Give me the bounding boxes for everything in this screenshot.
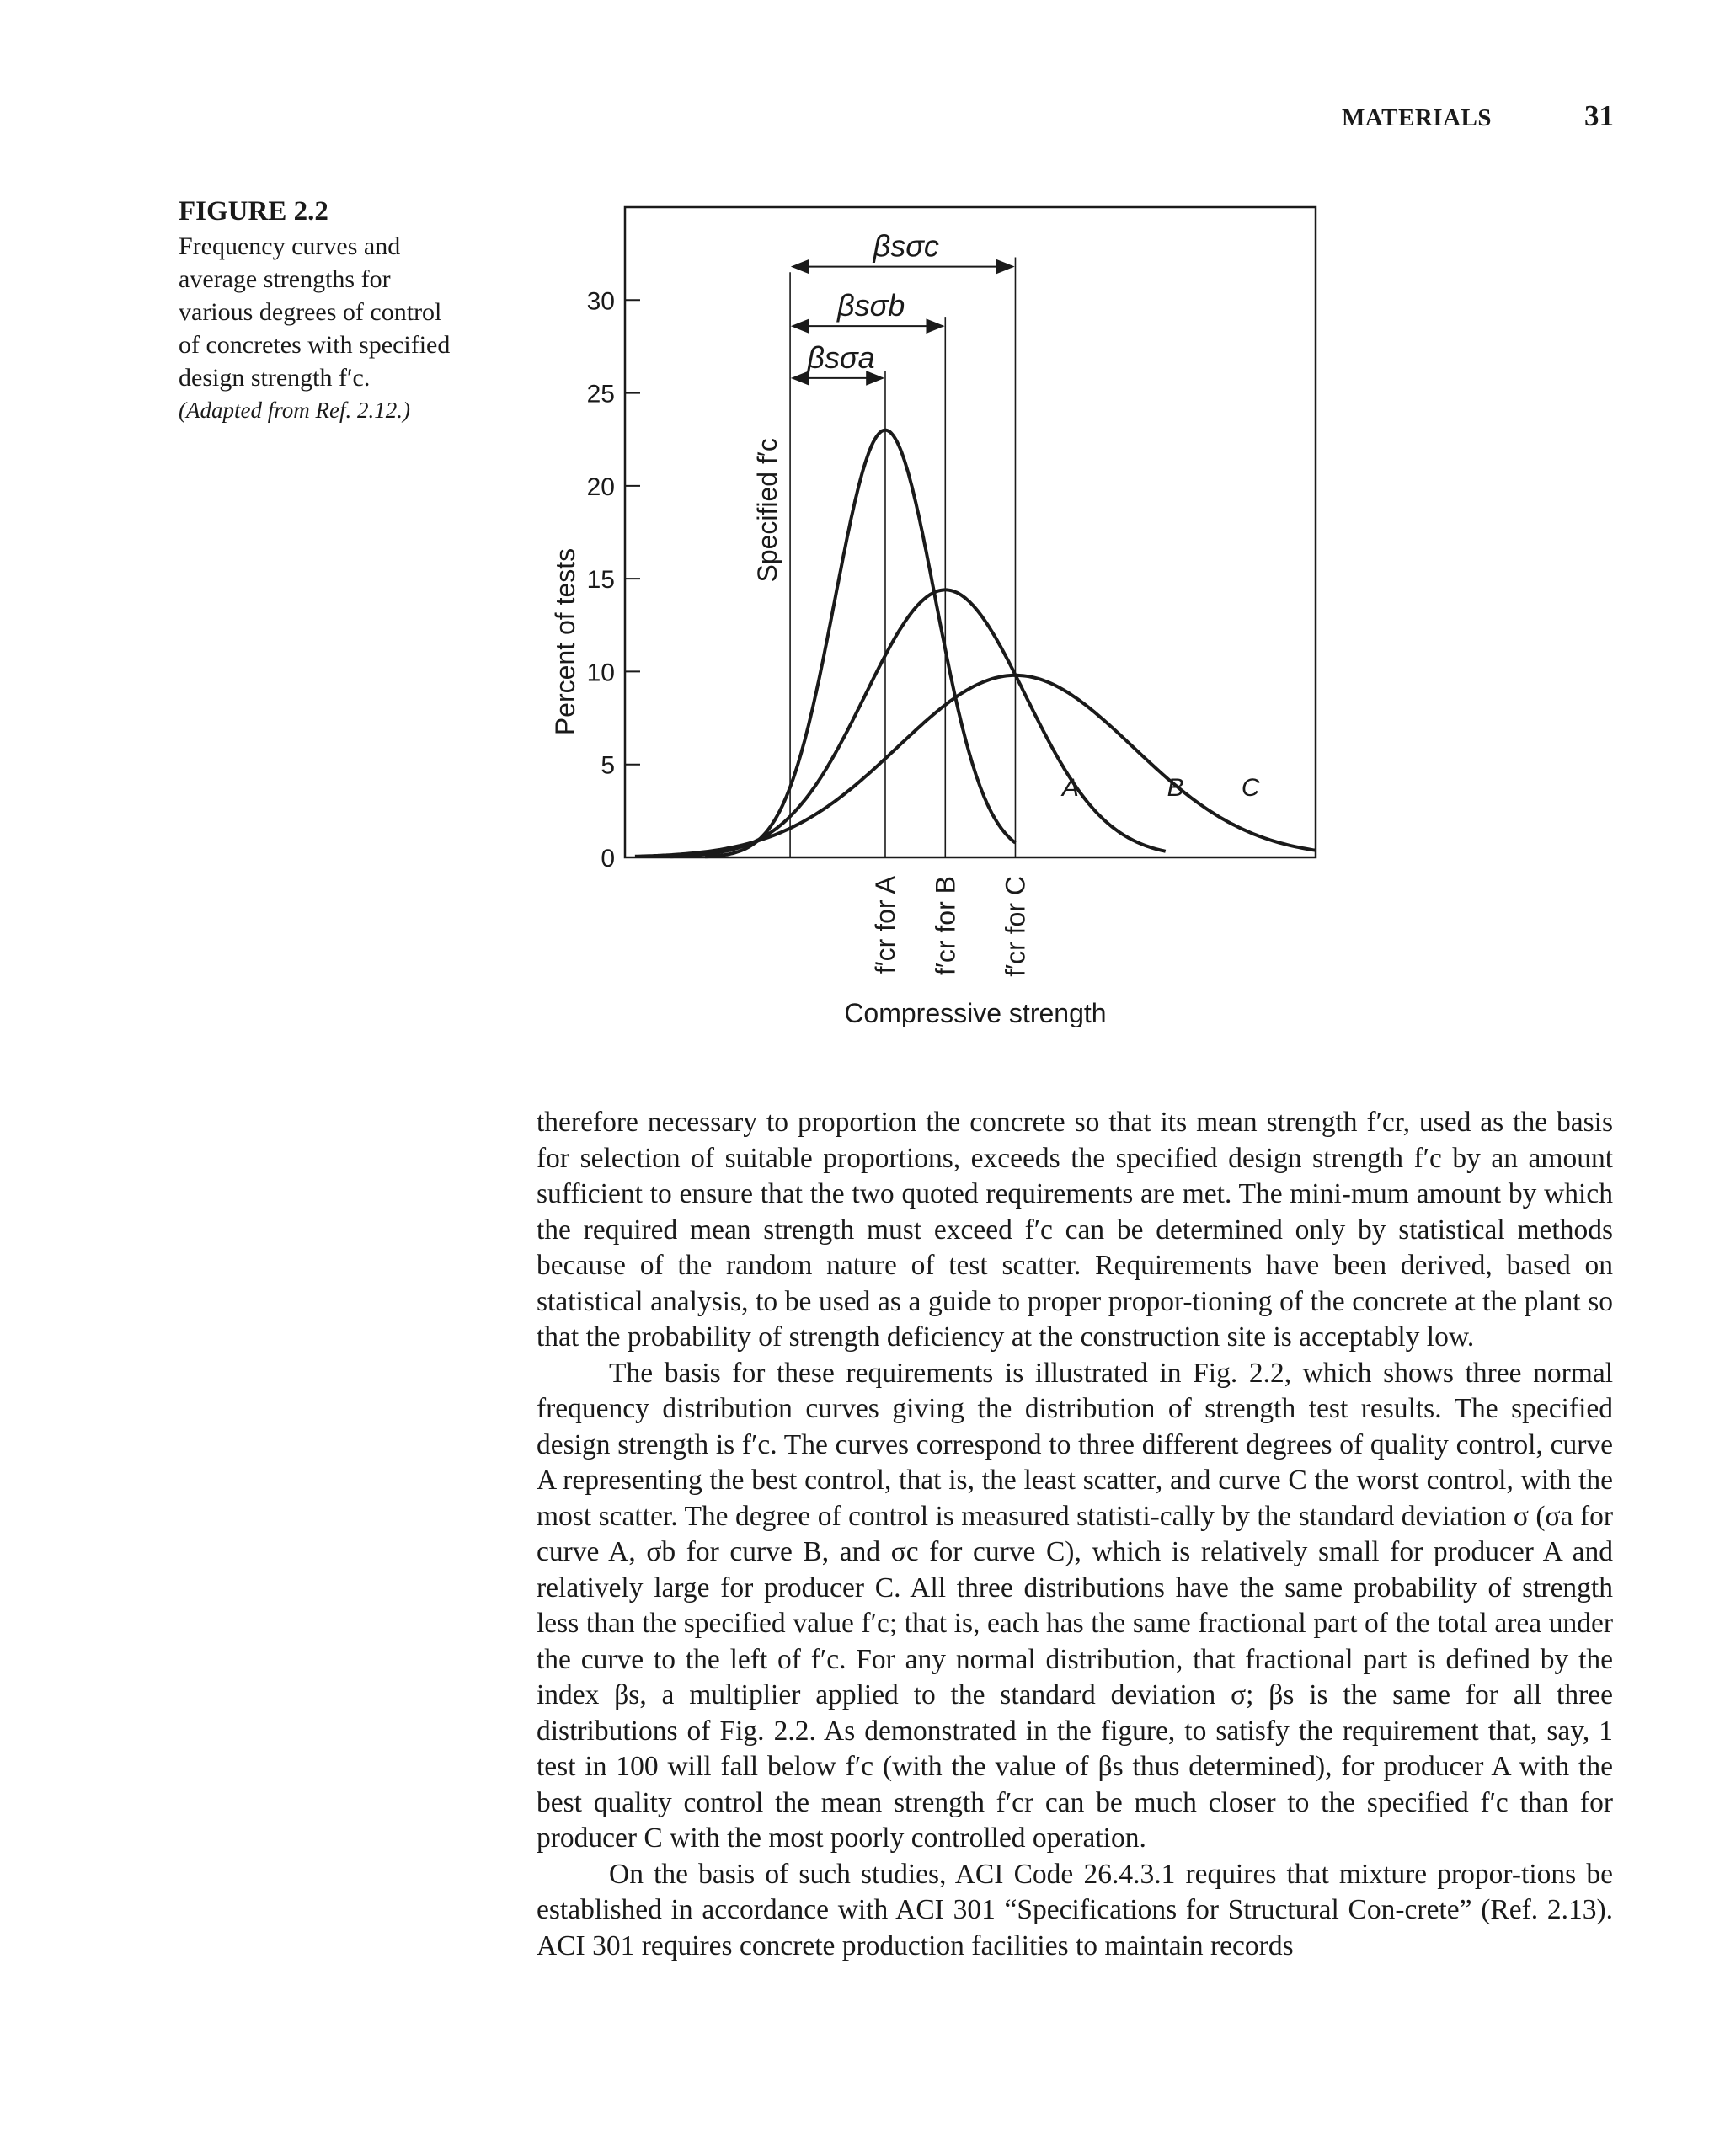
dimension-label: βsσc (873, 228, 939, 264)
specified-fc-label: Specified f′c (752, 438, 783, 583)
caption-line: various degrees of control (179, 298, 442, 326)
curve-label-C: C (1241, 774, 1260, 803)
y-tick-label: 10 (586, 659, 615, 687)
y-tick-label: 0 (601, 845, 615, 873)
paragraph-2: The basis for these requirements is illustrated in Fig. 2.2, which shows three normal frequency distribution curves giving the distribution of strength test results. The specified design strength is f′c. The curves correspond to three different degrees of quality control, curve A representing the best control, that is, the least scatter, and curve C the worst control, with the most scatter. The degree of control is measured statisti-cally by the standard deviation σ (σa for curve A, σb for curve B, and σc for curve C), which is relatively small for producer A and relatively large for producer C. All three distributions have the same probability of strength less than the specified value f′c; that is, each has the same fractional part of the total area under the curve to the left of f′c. For any normal distribution, that fractional part is defined by the index βs, a multiplier applied to the standard deviation σ; βs is the same for all three distributions of Fig. 2.2. As demonstrated in the figure, to satisfy the requirement that, say, 1 test in 100 will fall below f′c (with the value of βs thus determined), for producer A with the best quality control the mean strength f′cr can be much closer to the specified f′c than for producer C with the most poorly controlled operation. (537, 1357, 1613, 1854)
y-axis-label: Percent of tests (550, 547, 580, 736)
dimension-label: βsσa (807, 339, 875, 375)
y-tick-label: 5 (601, 751, 615, 780)
caption-line: average strengths for (179, 265, 391, 293)
y-tick-label: 15 (586, 566, 615, 595)
figure-caption (179, 195, 499, 427)
y-tick-label: 20 (586, 472, 615, 501)
y-tick-label: 30 (586, 287, 615, 316)
figure-source: (Adapted from Ref. 2.12.) (179, 398, 410, 423)
frequency-chart (505, 185, 1348, 1027)
x-axis-label: Compressive strength (844, 998, 1107, 1027)
fcr-label-B: f′cr for B (930, 876, 961, 976)
paragraph-3: On the basis of such studies, ACI Code 26.4.3.1 requires that mixture propor-tions be established in accordance with ACI 301 “Specifications for Structural Con-crete” (Ref. 2.13). ACI 301 requires concrete production facilities to maintain records (537, 1858, 1613, 1961)
body-text (537, 1105, 1613, 1964)
running-head-title: MATERIALS (1342, 104, 1492, 131)
frequency-chart-svg (505, 185, 1348, 1027)
figure-label: FIGURE 2.2 (179, 196, 328, 227)
y-tick-label: 25 (586, 380, 615, 408)
curve-C (635, 675, 1316, 857)
running-head (1179, 99, 1614, 141)
caption-line: of concretes with specified (179, 331, 451, 359)
fcr-label-C: f′cr for C (1000, 876, 1031, 977)
caption-line: design strength f′c. (179, 364, 371, 392)
paragraph-1: therefore necessary to proportion the concrete so that its mean strength f′cr, used as the basis for selection of suitable proportions, exceeds the specified design strength f′c by an amount sufficient to ensure that the two quoted requirements are met. The mini-mum amount by which the required mean strength must exceed f′c can be determined only by statistical methods because of the random nature of test scatter. Requirements have been derived, based on statistical analysis, to be used as a guide to proper propor-tioning of the concrete at the plant so that the probability of strength deficiency at the construction site is acceptably low. (537, 1107, 1613, 1353)
curve-label-B: B (1167, 774, 1184, 803)
caption-line: Frequency curves and (179, 232, 401, 260)
curve-B (670, 590, 1166, 857)
dimension-label: βsσb (837, 288, 905, 323)
fcr-label-A: f′cr for A (869, 876, 900, 974)
page-number: 31 (1584, 99, 1614, 132)
curve-label-A: A (1061, 774, 1079, 803)
